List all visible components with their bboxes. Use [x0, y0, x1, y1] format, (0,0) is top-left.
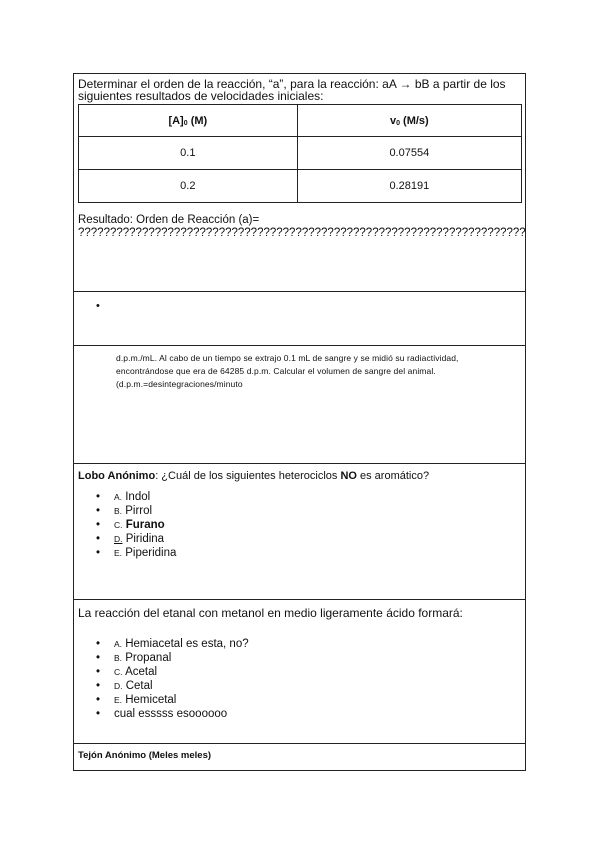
question-text: Determinar el orden de la reacción, “a”, para la reacción: aA → bB a partir de los siguientes resultados de velocidades iniciales:: [78, 77, 506, 103]
author-name: Lobo Anónimo: [78, 470, 156, 482]
list-item: • A. Indol: [74, 490, 525, 504]
footer-section: [74, 744, 525, 770]
result-value: ??????????????????????????????????????????????????????????????????????: [78, 226, 526, 239]
question-reaction-order: [74, 74, 525, 292]
list-item: • C. Acetal: [74, 665, 525, 679]
table-header-row: [79, 105, 522, 137]
cell-rate: 0.28191: [297, 170, 521, 203]
list-item: • E. Piperidina: [74, 546, 525, 560]
list-item: • cual esssss esoooooo: [74, 707, 525, 721]
list-item: • D. Piridina: [74, 532, 525, 546]
footer-author: Tejón Anónimo (Meles meles): [78, 750, 212, 761]
initial-rates-table: [78, 104, 522, 203]
table-row: [79, 170, 522, 203]
list-item: • B. Pirrol: [74, 504, 525, 518]
question-fragment-text: d.p.m./mL. Al cabo de un tiempo se extrajo 0.1 mL de sangre y se midió su radiactividad, encontrándose que era de 64285 d.p.m. Calcular el volumen de sangre del animal. (d.p.m.=desintegraciones/minuto: [116, 353, 459, 389]
list-item: • C. Furano: [74, 518, 525, 532]
question-text: La reacción del etanal con metanol en medio ligeramente ácido formará:: [78, 606, 463, 620]
question-blood-volume: [74, 346, 525, 464]
header-rate: v0 (M/s): [297, 105, 521, 137]
result-block: [78, 214, 526, 239]
options-list: [74, 637, 525, 721]
question-etanal-metanol: [74, 600, 525, 744]
question-header: Lobo Anónimo: ¿Cuál de los siguientes heterociclos NO es aromático?: [78, 470, 430, 482]
header-concentration: [A]0 (M): [79, 105, 298, 137]
question-heterocycles: [74, 464, 525, 600]
cell-concentration: 0.2: [79, 170, 298, 203]
empty-bullet-section: [74, 292, 525, 346]
table-row: [79, 137, 522, 170]
options-list: [74, 490, 525, 560]
cell-concentration: 0.1: [79, 137, 298, 170]
exam-document: [73, 73, 526, 771]
cell-rate: 0.07554: [297, 137, 521, 170]
emphasis-no: NO: [340, 470, 357, 482]
bullet-icon: •: [96, 300, 100, 312]
list-item: • A. Hemiacetal es esta, no?: [74, 637, 525, 651]
list-item: • B. Propanal: [74, 651, 525, 665]
list-item: • D. Cetal: [74, 679, 525, 693]
list-item: • E. Hemicetal: [74, 693, 525, 707]
result-label: Resultado: Orden de Reacción (a)=: [78, 214, 260, 226]
